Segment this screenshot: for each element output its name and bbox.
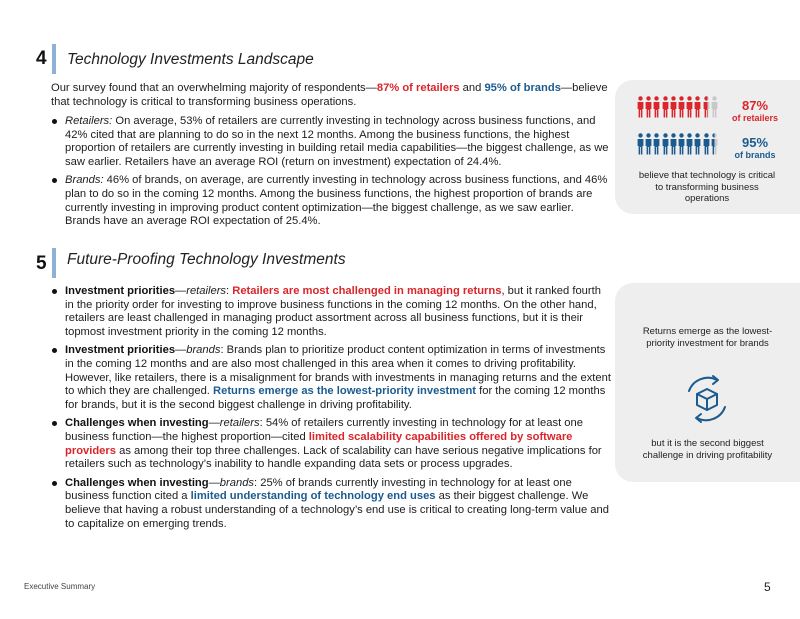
bullet-lead: Retailers: [65, 115, 113, 127]
returns-top-text: Returns emerge as the lowest-priority investment for brands [642, 326, 773, 349]
bullet-dash: — [208, 476, 220, 489]
bullet-dash: — [208, 417, 220, 430]
list-item [51, 477, 611, 531]
bullet-lead: Brands: [65, 174, 104, 187]
bullet-audience: brands [219, 476, 255, 489]
bullet-lead: Investment priorities [65, 285, 176, 297]
bullet-colon: : [259, 417, 266, 430]
brands-people-row [637, 133, 718, 155]
returns-bottom-text: but it is the second biggest challenge in driving profitability [642, 438, 773, 461]
brands-percentage: 95% [741, 135, 769, 150]
intro-brands-highlight: 95% of brands [484, 82, 561, 94]
retailer-person-icon [711, 96, 718, 118]
bullet-highlight: limited scalability capabilities offered by software providers [65, 430, 573, 457]
bullet-text: 46% of brands, on average, are currently investing in technology across business functions, and 46% plan to do so in the coming 12 months. Among the business functions, the highest proportion of brands are currently investing in improving product content optimization—the biggest challenge, as we saw earlier. Brands have an average ROI expectation of 25.4%. [65, 174, 608, 228]
bullet-highlight: Returns emerge as the lowest-priority investment [213, 385, 477, 398]
section-4-intro [51, 82, 611, 109]
retailers-label: of retailers [731, 113, 779, 123]
section-4-bullets [51, 110, 611, 229]
bullet-text: as their biggest challenge. We believe that having a robust understanding of a technology’s end use is critical to creating long-term value and to capitalize on emerging trends. [65, 490, 609, 530]
retailer-person-icon [637, 96, 644, 118]
brand-person-icon [703, 133, 710, 155]
returns-cycle-box-icon [679, 371, 735, 427]
bullet-text: , but it ranked fourth in the priority order for investing to improve business functions in the coming 12 months. On the other hand, retailers are least challenged in managing product assortment across all business functions, but it is their topmost investment priority in the coming 12 months. [65, 285, 601, 338]
bullet-text: 25% of brands currently investing in technology for at least one business function cited a [65, 476, 572, 503]
retailer-person-icon [678, 96, 685, 118]
bullet-audience: retailers [186, 285, 227, 297]
bullet-text: as among their top three challenges. Lack of scalability can have serious negative implications for retailers such as technology’s inability to handle expanding data sets or process upgrades. [65, 444, 602, 471]
bullet-colon: : [254, 476, 261, 489]
bullet-dash: — [175, 344, 187, 357]
retailer-person-icon [662, 96, 669, 118]
brand-person-icon [686, 133, 693, 155]
bullet-audience: retailers [219, 417, 260, 430]
brand-person-icon [645, 133, 652, 155]
bullet-lead: Challenges when investing [65, 417, 209, 430]
intro-retailers-highlight: 87% of retailers [376, 82, 460, 94]
list-item [51, 344, 611, 412]
list-item [51, 174, 611, 228]
brand-person-icon [653, 133, 660, 155]
retailers-percentage: 87% [741, 98, 769, 113]
brand-person-icon [678, 133, 685, 155]
brand-person-icon [694, 133, 701, 155]
intro-pre: Our survey found that an overwhelming majority of respondents— [51, 82, 377, 94]
retailer-person-icon [703, 96, 710, 118]
section-5-bullets [51, 280, 611, 531]
section-4-number: 4 [36, 48, 47, 69]
brand-person-icon [670, 133, 677, 155]
intro-and: and [459, 82, 485, 94]
stats-caption: believe that technology is critical to transforming business operations [638, 170, 776, 204]
list-item [51, 285, 611, 339]
bullet-highlight: Retailers are most challenged in managing returns [232, 285, 502, 297]
bullet-colon: : [220, 344, 227, 357]
section-5-divider [52, 248, 56, 278]
bullet-text: 54% of retailers currently investing in technology for at least one business function—the highest proportion—cited [65, 417, 583, 443]
retailer-person-icon [645, 96, 652, 118]
bullet-colon: : [226, 285, 233, 297]
section-4-title: Technology Investments Landscape [67, 51, 314, 68]
retailer-person-icon [670, 96, 677, 118]
retailer-person-icon [694, 96, 701, 118]
section-5-number: 5 [36, 253, 47, 274]
retailer-person-icon [686, 96, 693, 118]
bullet-text: for the coming 12 months for brands, but it is the second biggest challenge in driving profitability. [65, 385, 606, 411]
list-item [51, 115, 611, 169]
section-4-divider [52, 44, 56, 74]
footer-label: Executive Summary [24, 582, 96, 591]
bullet-dash: — [175, 285, 187, 297]
bullet-text: Brands plan to prioritize product content optimization in terms of investments in the coming 12 months and are also most challenged in this area when it comes to driving profitability. However, like retailers, there is a misalignment for brands with investments in managing returns and the extent to which they are challenged. [65, 344, 611, 398]
brands-label: of brands [734, 150, 776, 160]
bullet-lead: Investment priorities [65, 344, 176, 357]
retailers-people-row [637, 96, 718, 118]
page-number: 5 [764, 580, 771, 594]
bullet-text: On average, 53% of retailers are currently investing in technology across business functions, and 42% cited that are planning to do so in the next 12 months. Among the business functions, the highest proportion of retailers are currently investing in building retail media capabilities—the biggest challenge, as we saw earlier. Retailers have an average ROI (return on investment) expectation of 24.4%. [65, 115, 609, 168]
retailer-person-icon [653, 96, 660, 118]
intro-post: —believe that technology is critical to transforming business operations. [51, 82, 608, 108]
brand-person-icon [711, 133, 718, 155]
section-5-title: Future-Proofing Technology Investments [67, 251, 346, 268]
brand-person-icon [637, 133, 644, 155]
brand-person-icon [662, 133, 669, 155]
bullet-audience: brands [186, 344, 221, 357]
bullet-highlight: limited understanding of technology end uses [190, 490, 436, 503]
returns-panel [615, 283, 800, 482]
stats-panel [615, 80, 800, 214]
bullet-lead: Challenges when investing [65, 476, 209, 489]
list-item [51, 417, 611, 471]
